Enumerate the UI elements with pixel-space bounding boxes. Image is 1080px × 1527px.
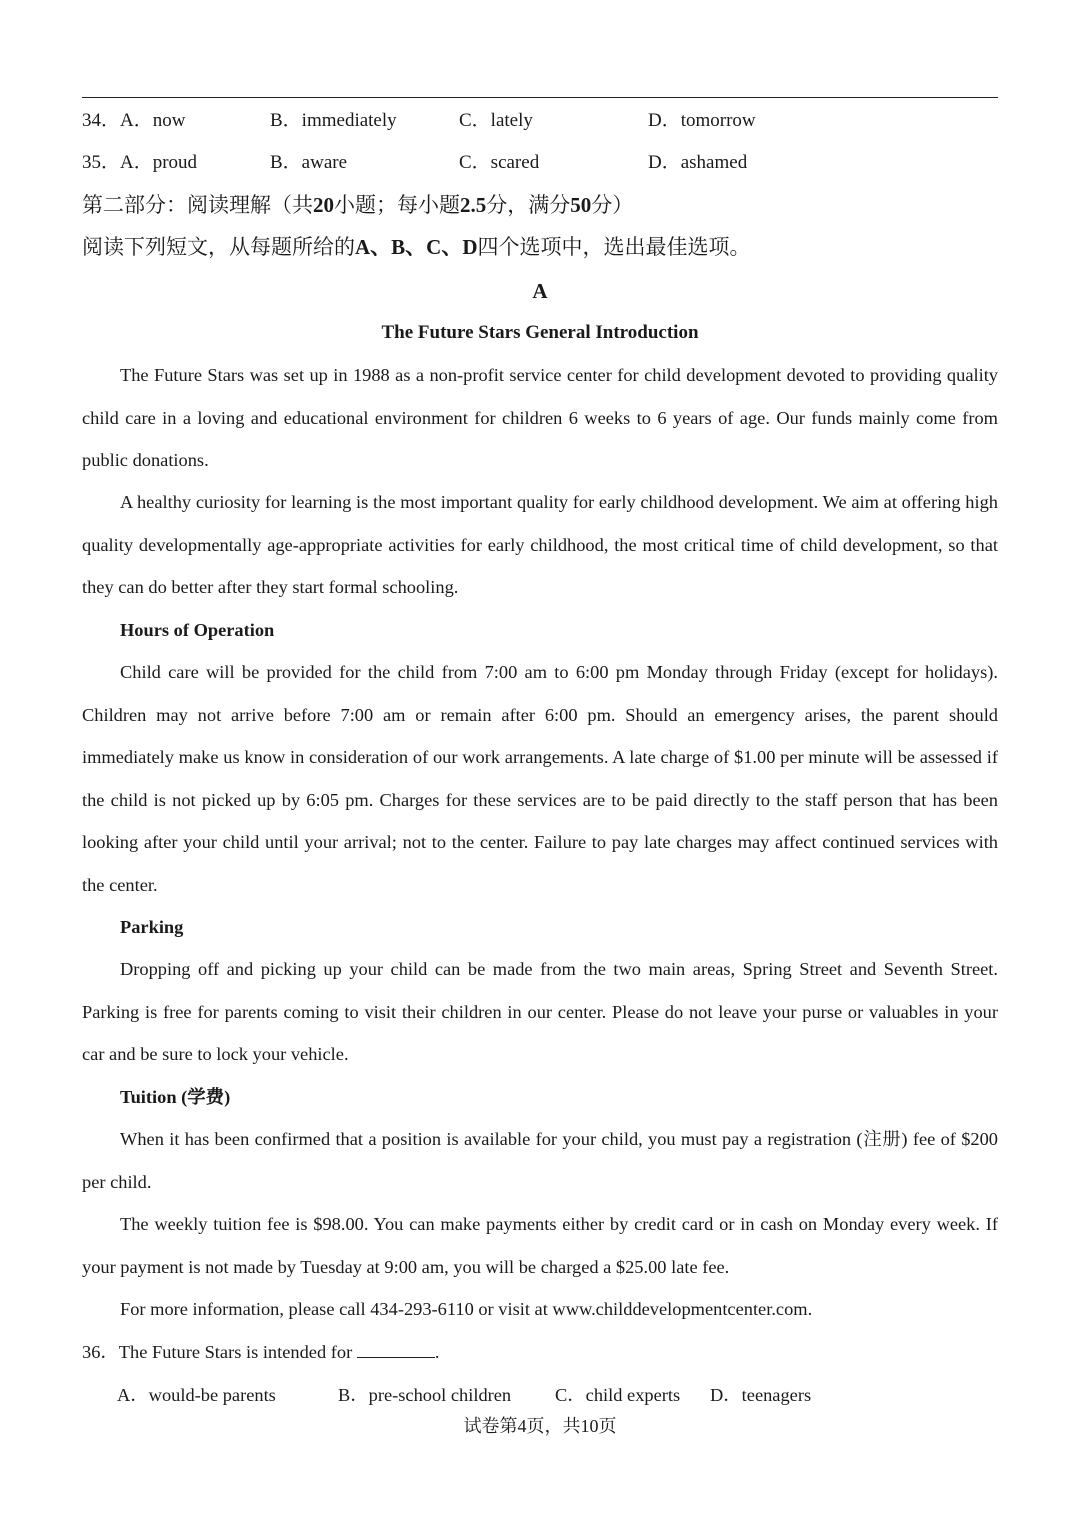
option-a: A．proud [120, 152, 198, 173]
section-heading [82, 189, 633, 221]
question-36-stem [82, 1337, 439, 1367]
heading-text: 分） [591, 193, 634, 217]
instruction-text: 四个选项中，选出最佳选项。 [477, 235, 751, 259]
passage-title: The Future Stars General Introduction [381, 322, 699, 343]
paragraph-1: The Future Stars was set up in 1988 as a non-profit service center for child development devoted to providing quality child care in a loving and educational environment for children 6 weeks to 6 years of age. Our funds mainly come from public donations. [82, 365, 998, 470]
question-34 [82, 106, 998, 136]
instruction-text: 阅读下列短文，从每题所给的 [82, 235, 355, 259]
option-c: C．child experts [555, 1385, 681, 1405]
option-c: C．scared [459, 152, 540, 173]
option-d: D．tomorrow [648, 110, 756, 131]
instruction-letters: A、B、C、D [355, 235, 478, 259]
paragraph-contact: For more information, please call 434-293-6110 or visit at www.childdevelopmentcenter.com. [120, 1299, 813, 1319]
heading-text: 分，满分 [486, 193, 571, 217]
question-35 [82, 148, 998, 178]
option-c: C．lately [459, 110, 533, 131]
question-36-options [117, 1380, 998, 1410]
question-number: 35． [82, 152, 121, 173]
subheading-tuition: Tuition (学费) [120, 1087, 231, 1107]
option-b: B．pre-school children [338, 1385, 512, 1405]
subheading-hours: Hours of Operation [120, 620, 275, 640]
page-footer: 试卷第4页，共10页 [463, 1416, 617, 1436]
option-d: D．ashamed [648, 152, 748, 173]
option-d: D．teenagers [710, 1385, 812, 1405]
answer-blank [357, 1339, 435, 1358]
question-number: 34． [82, 110, 121, 131]
subheading-parking: Parking [120, 917, 184, 937]
paragraph-hours: Child care will be provided for the child from 7:00 am to 6:00 pm Monday through Friday (except for holidays). Children may not arrive before 7:00 am or remain after 6:00 pm. Should an emergency arises, the parent should immediately make us know in consideration of our work arrangements. A late charge of $1.00 per minute will be assessed if the child is not picked up by 6:05 pm. Charges for these services are to be paid directly to the staff person that has been looking after your child until your arrival; not to the center. Failure to pay late charges may affect continued services with the center. [82, 662, 998, 895]
heading-points: 2.5 [460, 193, 487, 217]
paragraph-2: A healthy curiosity for learning is the most important quality for early childhood development. We aim at offering high quality developmentally age-appropriate activities for early childhood, the most critical time of child development, so that they can do better after they start formal schooling. [82, 492, 998, 597]
question-period: . [434, 1342, 440, 1362]
paragraph-parking: Dropping off and picking up your child can be made from the two main areas, Spring Street and Seventh Street. Parking is free for parents coming to visit their children in our center. Please do not leave your purse or valuables in your car and be sure to lock your vehicle. [82, 959, 998, 1064]
section-instruction [82, 231, 751, 263]
passage-letter: A [532, 279, 548, 303]
heading-count: 20 [313, 193, 334, 217]
heading-total: 50 [570, 193, 592, 217]
option-a: A．would-be parents [117, 1385, 276, 1405]
heading-text: 第二部分：阅读理解（共 [82, 193, 313, 217]
heading-text: 小题；每小题 [334, 193, 460, 217]
question-text: 36．The Future Stars is intended for [82, 1342, 353, 1362]
option-b: B．aware [270, 152, 348, 173]
top-rule [82, 97, 998, 98]
option-a: A．now [120, 110, 186, 131]
option-b: B．immediately [270, 110, 397, 131]
paragraph-tuition: The weekly tuition fee is $98.00. You can make payments either by credit card or in cash on Monday every week. If your payment is not made by Tuesday at 9:00 am, you will be charged a $25.00 late fee. [82, 1214, 998, 1277]
paragraph-registration: When it has been confirmed that a position is available for your child, you must pay a registration (注册) fee of $200 per child. [82, 1129, 998, 1192]
